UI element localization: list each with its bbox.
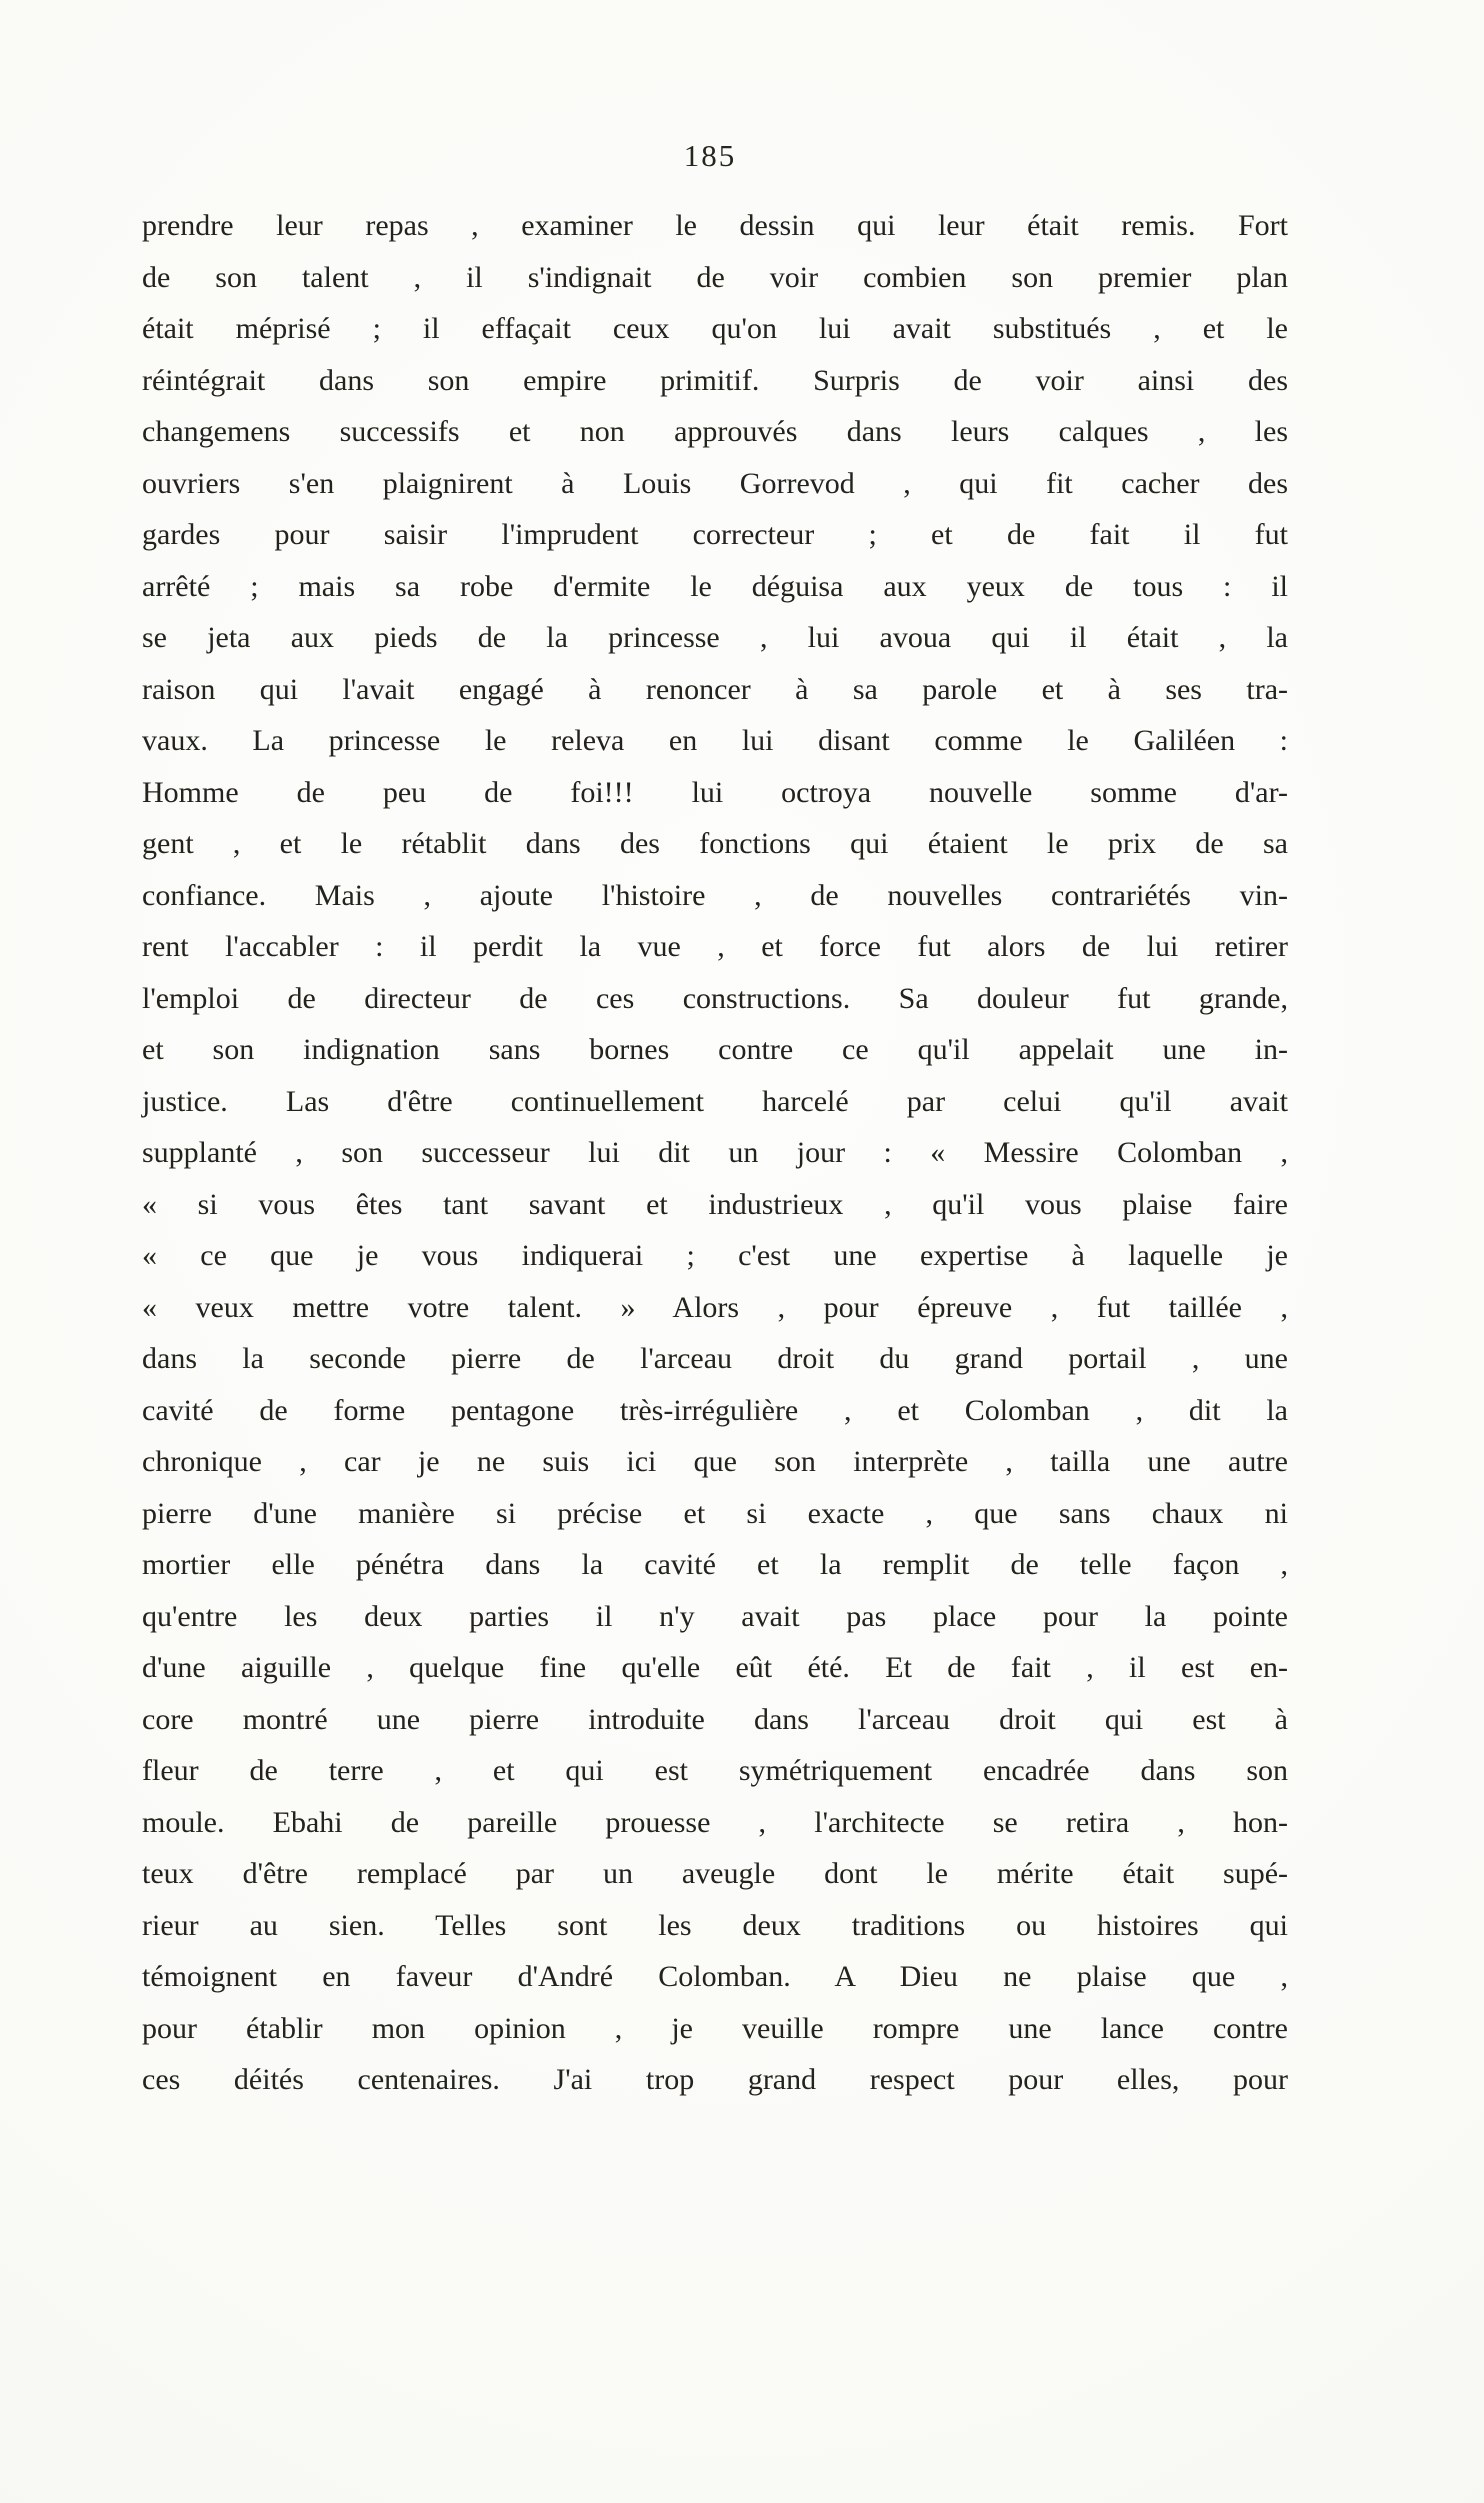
text-line: gent , et le rétablit dans des fonctions qui étaient le prix de sa [142,827,1288,860]
text-line: raison qui l'avait engagé à renoncer à sa parole et à ses tra- [142,672,1288,706]
text-line: « si vous êtes tant savant et industrieux , qu'il vous plaise faire [142,1187,1288,1221]
text-line: et son indignation sans bornes contre ce qu'il appelait une in- [142,1033,1288,1066]
text-line: d'une aiguille , quelque fine qu'elle eût été. Et de fait , il est en- [142,1651,1288,1684]
text-line: changemens successifs et non approuvés dans leurs calques , les [142,415,1288,448]
text-line: « ce que je vous indiquerai ; c'est une expertise à laquelle je [142,1239,1288,1272]
text-line: moule. Ebahi de pareille prouesse , l'architecte se retira , hon- [142,1805,1288,1839]
text-line: chronique , car je ne suis ici que son interprète , tailla une autre [142,1445,1288,1478]
text-line: teux d'être remplacé par un aveugle dont le mérite était supé- [142,1857,1288,1890]
text-line: rieur au sien. Telles sont les deux traditions ou histoires qui [142,1908,1288,1942]
text-line: pour établir mon opinion , je veuille rompre une lance contre [142,2011,1288,2045]
text-line: dans la seconde pierre de l'arceau droit du grand portail , une [142,1342,1288,1375]
text-line: ces déités centenaires. J'ai trop grand respect pour elles, pour [142,2063,1288,2096]
text-line: qu'entre les deux parties il n'y avait pas place pour la pointe [142,1599,1288,1633]
text-line: rent l'accabler : il perdit la vue , et force fut alors de lui retirer [142,930,1288,963]
text-line: réintégrait dans son empire primitif. Surpris de voir ainsi des [142,363,1288,397]
text-line: ouvriers s'en plaignirent à Louis Gorrevod , qui fit cacher des [142,466,1288,500]
text-line: Homme de peu de foi!!! lui octroya nouvelle somme d'ar- [142,775,1288,809]
text-line: cavité de forme pentagone très-irrégulière , et Colomban , dit la [142,1393,1288,1427]
page-number: 185 [683,138,737,173]
text-line: fleur de terre , et qui est symétriquement encadrée dans son [142,1754,1288,1787]
text-line: pierre d'une manière si précise et si exacte , que sans chaux ni [142,1496,1288,1530]
text-line: de son talent , il s'indignait de voir combien son premier plan [142,260,1288,294]
text-line: core montré une pierre introduite dans l'arceau droit qui est à [142,1702,1288,1736]
text-line: gardes pour saisir l'imprudent correcteur ; et de fait il fut [142,518,1288,551]
text-line: témoignent en faveur d'André Colomban. A Dieu ne plaise que , [142,1960,1288,1993]
text-line: « veux mettre votre talent. » Alors , pour épreuve , fut taillée , [142,1290,1288,1324]
text-line: l'emploi de directeur de ces constructions. Sa douleur fut grande, [142,981,1288,1015]
text-line: justice. Las d'être continuellement harcelé par celui qu'il avait [142,1084,1288,1118]
text-line: vaux. La princesse le releva en lui disant comme le Galiléen : [142,724,1288,757]
text-line: était méprisé ; il effaçait ceux qu'on lui avait substitués , et le [142,312,1288,345]
text-line: arrêté ; mais sa robe d'ermite le déguisa aux yeux de tous : il [142,569,1288,603]
text-line: supplanté , son successeur lui dit un jour : « Messire Colomban , [142,1136,1288,1169]
page-text-block [142,200,1288,2106]
text-line: mortier elle pénétra dans la cavité et la remplit de telle façon , [142,1548,1288,1581]
text-line: confiance. Mais , ajoute l'histoire , de nouvelles contrariétés vin- [142,878,1288,912]
text-line: se jeta aux pieds de la princesse , lui avoua qui il était , la [142,621,1288,654]
text-line: prendre leur repas , examiner le dessin qui leur était remis. Fort [142,209,1288,242]
